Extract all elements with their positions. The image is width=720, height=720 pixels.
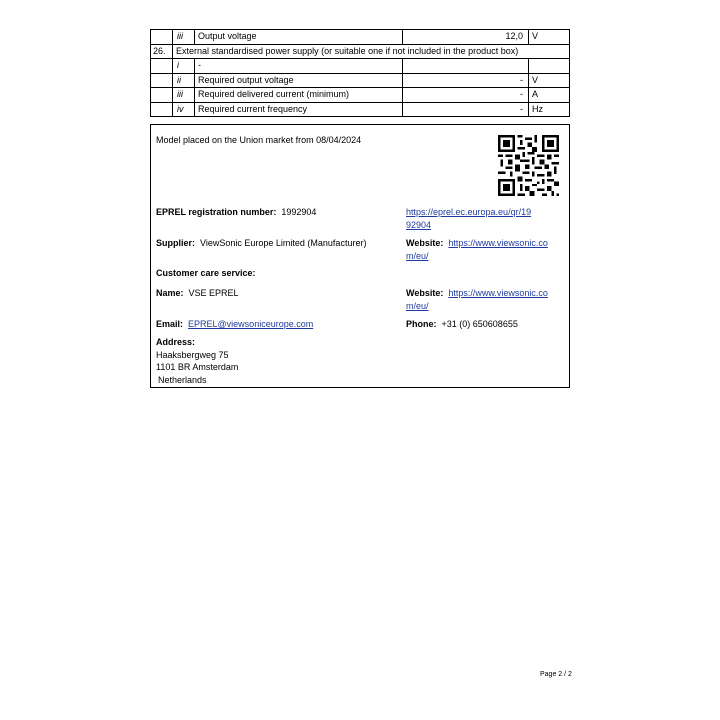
row-unit: V bbox=[529, 73, 570, 88]
sub-item-numeral: i bbox=[173, 59, 195, 74]
table-row bbox=[151, 88, 570, 103]
page-number: Page 2 / 2 bbox=[540, 671, 572, 678]
sub-item-numeral: iv bbox=[173, 102, 195, 117]
website-link-line1[interactable]: https://www.viewsonic.co bbox=[448, 288, 548, 298]
row-unit: V bbox=[529, 30, 570, 45]
row-value: - bbox=[403, 88, 529, 103]
sub-item-numeral: iii bbox=[173, 88, 195, 103]
product-info-box bbox=[150, 124, 570, 388]
website-link-line2[interactable]: m/eu/ bbox=[406, 250, 429, 261]
table-row bbox=[151, 102, 570, 117]
website-link-line1[interactable]: https://www.viewsonic.co bbox=[448, 238, 548, 248]
row-label: - bbox=[195, 59, 403, 74]
address-line3: Netherlands bbox=[158, 374, 207, 385]
address-label: Address: bbox=[156, 337, 196, 347]
phone-label: Phone: bbox=[406, 319, 437, 329]
address-line1: Haaksbergweg 75 bbox=[156, 349, 229, 360]
address-line2: 1101 BR Amsterdam bbox=[156, 362, 239, 372]
table-row bbox=[151, 44, 570, 59]
row-label: Output voltage bbox=[195, 30, 403, 45]
section-heading: External standardised power supply (or suitable one if not included in the product box) bbox=[173, 44, 570, 59]
qr-code-icon bbox=[498, 135, 559, 196]
eprel-link[interactable] bbox=[406, 206, 531, 231]
model-placed-text: Model placed on the Union market from 08/04/2024 bbox=[156, 135, 362, 145]
customer-care-name bbox=[156, 287, 239, 300]
item-number bbox=[151, 88, 173, 103]
email-link[interactable]: EPREL@viewsoniceurope.com bbox=[188, 319, 314, 329]
phone-value: +31 (0) 650608655 bbox=[441, 319, 518, 329]
name-label: Name: bbox=[156, 288, 184, 298]
row-label: Required output voltage bbox=[195, 73, 403, 88]
eprel-label: EPREL registration number: bbox=[156, 207, 277, 217]
supplier bbox=[156, 237, 366, 250]
website-link-line2[interactable]: m/eu/ bbox=[406, 300, 429, 311]
row-value: - bbox=[403, 102, 529, 117]
sub-item-numeral: ii bbox=[173, 73, 195, 88]
row-unit: Hz bbox=[529, 102, 570, 117]
supplier-label: Supplier: bbox=[156, 238, 196, 248]
row-value: 12,0 bbox=[403, 30, 529, 45]
name-value: VSE EPREL bbox=[188, 288, 239, 298]
address-block bbox=[156, 336, 238, 386]
customer-care-email bbox=[156, 318, 313, 331]
item-number bbox=[151, 59, 173, 74]
row-label: Required current frequency bbox=[195, 102, 403, 117]
supplier-website bbox=[406, 237, 548, 262]
eprel-link-line1[interactable]: https://eprel.ec.europa.eu/qr/19 bbox=[406, 207, 532, 217]
row-value: - bbox=[403, 73, 529, 88]
specification-table bbox=[150, 29, 570, 117]
row-unit bbox=[529, 59, 570, 74]
row-unit: A bbox=[529, 88, 570, 103]
customer-care-heading: Customer care service: bbox=[156, 268, 256, 278]
website-label: Website: bbox=[406, 238, 444, 248]
item-number bbox=[151, 30, 173, 45]
item-number bbox=[151, 73, 173, 88]
table-row bbox=[151, 73, 570, 88]
item-number: 26. bbox=[151, 44, 173, 59]
customer-care-website bbox=[406, 287, 548, 312]
row-label: Required delivered current (minimum) bbox=[195, 88, 403, 103]
website-label: Website: bbox=[406, 288, 444, 298]
table-row bbox=[151, 30, 570, 45]
row-value bbox=[403, 59, 529, 74]
table-row bbox=[151, 59, 570, 74]
sub-item-numeral: iii bbox=[173, 30, 195, 45]
eprel-registration bbox=[156, 206, 316, 219]
email-label: Email: bbox=[156, 319, 184, 329]
customer-care-phone bbox=[406, 318, 518, 331]
item-number bbox=[151, 102, 173, 117]
eprel-link-line2[interactable]: 92904 bbox=[406, 219, 432, 230]
supplier-value: ViewSonic Europe Limited (Manufacturer) bbox=[200, 238, 367, 248]
eprel-number: 1992904 bbox=[281, 207, 317, 217]
